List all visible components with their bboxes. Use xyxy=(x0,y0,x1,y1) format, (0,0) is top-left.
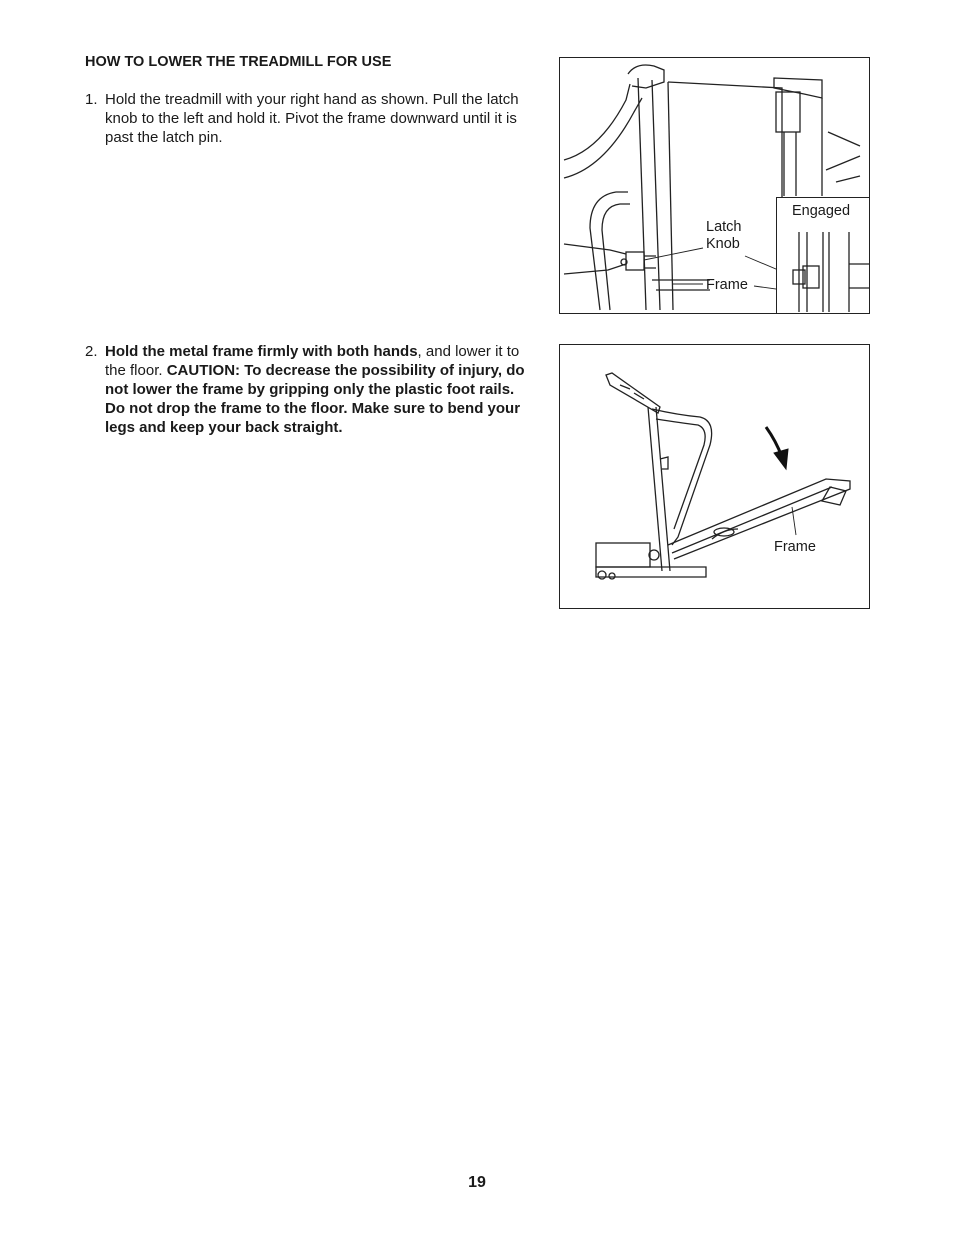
step-text: Hold the treadmill with your right hand as shown. Pull the latch knob to the left and hold it. Pivot the frame downward until it is past the latch pin. xyxy=(105,91,519,146)
frame-label: Frame xyxy=(706,277,748,293)
latch-knob-label: Knob xyxy=(706,236,740,252)
step-text-after-lead: , and lower it to the floor. xyxy=(105,343,520,379)
engaged-label: Engaged xyxy=(792,203,851,219)
step-number: 1. xyxy=(85,91,98,108)
instruction-step-2 xyxy=(85,342,535,437)
step-text xyxy=(105,342,535,437)
figure-unlatch-treadmill xyxy=(559,57,870,314)
figure-lower-frame xyxy=(559,344,870,609)
latch-label-line1: Latch xyxy=(706,219,742,235)
page-number: 19 xyxy=(468,1174,486,1191)
engaged-inset xyxy=(776,197,869,313)
step-number: 2. xyxy=(85,343,98,360)
caution-text: CAUTION: To decrease the possibility of injury, do not lower the frame by gripping only the plastic foot rails. Do not drop the frame to the floor. Make sure to bend your legs and keep your back straight. xyxy=(105,362,525,436)
treadmill-lowering-illustration xyxy=(560,345,868,607)
step-bold-lead: Hold the metal frame firmly with both hands xyxy=(105,343,418,360)
frame-label: Frame xyxy=(774,539,816,555)
instruction-step-1 xyxy=(85,90,525,147)
section-heading: HOW TO LOWER THE TREADMILL FOR USE xyxy=(85,54,392,70)
